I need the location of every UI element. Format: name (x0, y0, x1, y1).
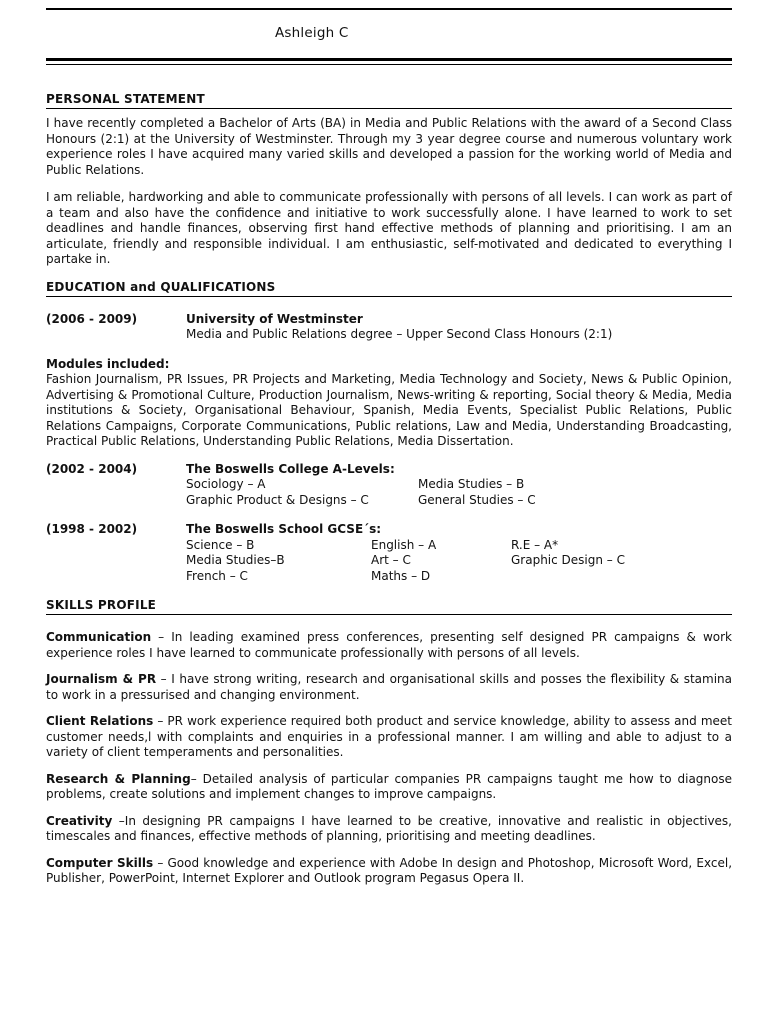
skill-text: – PR work experience required both product and service knowledge, ability to assess and meet customer needs,l with complaints and enquiries in a professional manner. I am willing and able to adjust to a variety of client temperaments and personalities. (46, 714, 732, 759)
education-institution: The Boswells College A-Levels: (186, 461, 395, 476)
skill-creativity (46, 814, 732, 845)
education-years: (1998 - 2002) (46, 522, 138, 536)
grade-item: General Studies – C (418, 492, 536, 507)
grade-item: Media Studies–B (186, 553, 285, 567)
grade-item: Science – B (186, 537, 255, 552)
section-title-education: EDUCATION and QUALIFICATIONS (46, 280, 732, 297)
modules-heading: Modules included: (46, 356, 170, 371)
modules-list: Fashion Journalism, PR Issues, PR Projects and Marketing, Media Technology and Society, News & Public Opinion, Advertising & Promotional Culture, Production Journalism, News-writing & reporting, Social theory & Media, Media institutions & Society, Organisational Behaviour, Spanish, Media Events, Specialist Public Relations, Public Relations Campaigns, Corporate Communications, Public relations, Law and Media, Understanding Broadcasting, Practical Public Relations, Understanding Public Relations, Media Dissertation. (46, 372, 732, 448)
skill-text: – Detailed analysis of particular companies PR campaigns taught me how to diagnose problems, create solutions and implement changes to improve campaigns. (46, 771, 732, 801)
education-institution: University of Westminster (186, 311, 363, 326)
education-years: (2002 - 2004) (46, 461, 138, 476)
a-level-grades (186, 477, 732, 508)
skill-journalism-pr (46, 672, 732, 703)
grade-item: R.E – A* (511, 537, 559, 552)
skill-label: Journalism & PR (46, 672, 157, 686)
skill-label: Client Relations (46, 714, 154, 728)
skill-label: Creativity (46, 813, 113, 828)
section-title-skills: SKILLS PROFILE (46, 598, 732, 615)
skill-research-planning (46, 772, 732, 803)
skill-text: – Good knowledge and experience with Adobe In design and Photoshop, Microsoft Word, Excel, Publisher, PowerPoint, Internet Explorer and Outlook program Pegasus Opera II. (46, 855, 733, 885)
header-rules (46, 58, 732, 65)
skill-client-relations (46, 714, 732, 761)
personal-statement-paragraph: I am reliable, hardworking and able to communicate professionally with persons of all levels. I can work as part of a team and also have the confidence and initiative to work successfully alone. I have learned to work to set deadlines and handle finances, observing first hand effective methods of planning and prioritising. I am an articulate, friendly and responsible individual. I am enthusiastic, self-motivated and dedicated to everything I partake in. (46, 190, 732, 266)
section-title-personal-statement: PERSONAL STATEMENT (46, 92, 732, 109)
education-entry-school (46, 522, 732, 584)
skill-text: – In leading examined press conferences, presenting self designed PR campaigns & work experience roles I have learned to communicate professionally with persons of all levels. (46, 630, 732, 660)
grade-item: Sociology – A (186, 477, 266, 491)
skill-text: – I have strong writing, research and organisational skills and posses the flexibility & stamina to work in a pressurised and changing environment. (46, 672, 733, 702)
header-rule-thin (46, 64, 732, 65)
education-degree: Media and Public Relations degree – Upper Second Class Honours (2:1) (186, 327, 613, 341)
gcse-grades (186, 538, 732, 585)
education-entry-university (46, 312, 732, 343)
header-rule-thick (46, 58, 732, 61)
skill-label: Computer Skills (46, 855, 154, 870)
skill-computer (46, 856, 732, 887)
grade-item: Graphic Design – C (511, 553, 625, 567)
education-years: (2006 - 2009) (46, 311, 138, 326)
candidate-name: Ashleigh C (275, 25, 349, 41)
education-entry-college (46, 462, 732, 509)
grade-item: Maths – D (371, 568, 431, 583)
education-institution: The Boswells School GCSE´s: (186, 522, 382, 536)
skill-text: –In designing PR campaigns I have learned to be creative, innovative and realistic in objectives, timescales and finances, effective methods of planning, prioritising and meeting deadlines. (46, 813, 732, 843)
personal-statement-paragraph: I have recently completed a Bachelor of Arts (BA) in Media and Public Relations with the award of a Second Class Honours (2:1) at the University of Westminster. Through my 3 year degree course and numerous voluntary work experience roles I have acquired many varied skills and developed a passion for the working world of Media and Public Relations. (46, 116, 732, 177)
skill-label: Communication (46, 630, 152, 644)
grade-item: English – A (371, 537, 437, 552)
grade-item: French – C (186, 568, 248, 583)
top-rule (46, 8, 732, 10)
skill-label: Research & Planning (46, 771, 191, 786)
grade-item: Art – C (371, 553, 411, 567)
grade-item: Graphic Product & Designs – C (186, 492, 369, 507)
skill-communication (46, 630, 732, 661)
grade-item: Media Studies – B (418, 477, 525, 491)
resume-content (46, 92, 732, 898)
